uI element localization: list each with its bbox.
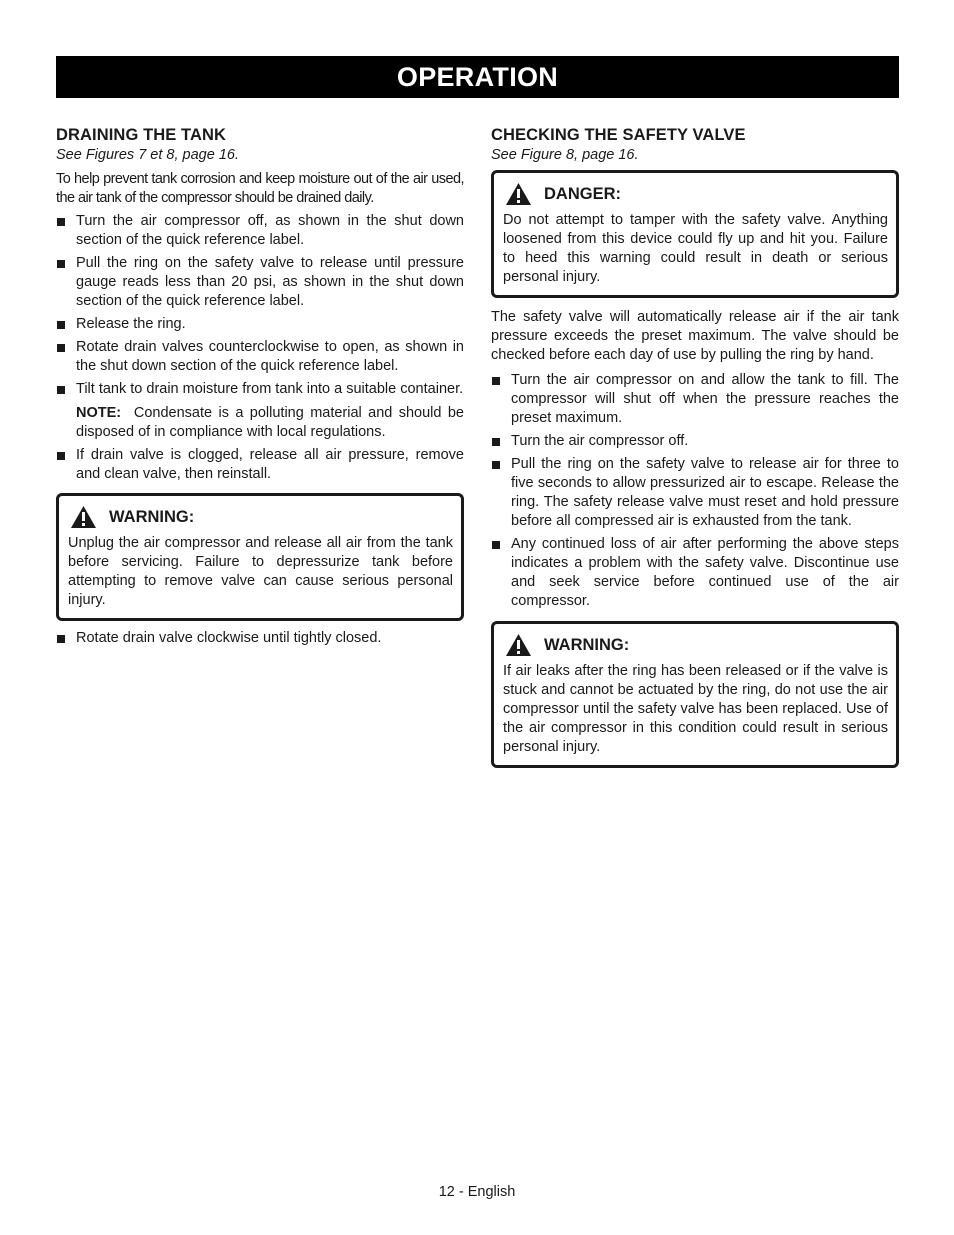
note-text: Condensate is a polluting material and should be disposed of in compliance with local regulations. bbox=[76, 405, 464, 440]
bullet-square-icon bbox=[492, 438, 500, 446]
danger-box bbox=[491, 170, 899, 298]
list-item: Rotate drain valves counterclockwise to open, as shown in the shut down section of the quick reference label. bbox=[56, 338, 464, 376]
bullet-square-icon bbox=[492, 461, 500, 469]
section-banner: OPERATION bbox=[56, 56, 899, 98]
warning-text: If air leaks after the ring has been released or if the valve is stuck and cannot be actuated by the ring, do not use the air compressor until the safety valve has been replaced. Use of the air compressor in this condition could result in serious personal injury. bbox=[503, 663, 888, 755]
left-column bbox=[56, 124, 464, 648]
bullet-square-icon bbox=[57, 452, 65, 460]
figure-reference: See Figures 7 et 8, page 16. bbox=[56, 147, 239, 163]
danger-title: DANGER: bbox=[544, 184, 621, 203]
danger-text: Do not attempt to tamper with the safety valve. Anything loosened from this device could fly up and hit you. Failure to heed this warning could result in death or serious personal injury. bbox=[503, 212, 888, 285]
final-step-list bbox=[56, 629, 464, 648]
bullet-square-icon bbox=[57, 386, 65, 394]
warning-header bbox=[68, 504, 453, 530]
safety-valve-steps-list bbox=[491, 371, 899, 611]
warning-triangle-icon bbox=[70, 505, 97, 529]
list-item: Turn the air compressor off, as shown in the shut down section of the quick reference label. bbox=[56, 212, 464, 250]
bullet-square-icon bbox=[57, 635, 65, 643]
note-label: NOTE: bbox=[76, 405, 122, 421]
bullet-square-icon bbox=[57, 321, 65, 329]
bullet-square-icon bbox=[492, 541, 500, 549]
warning-title: WARNING: bbox=[109, 507, 195, 526]
danger-header bbox=[503, 181, 888, 207]
page-number: 12 - English bbox=[438, 1184, 516, 1200]
intro-paragraph: To help prevent tank corrosion and keep moisture out of the air used, the air tank of the compressor should be drained daily. bbox=[56, 171, 464, 206]
draining-steps-list-continued bbox=[56, 446, 464, 484]
warning-triangle-icon bbox=[505, 633, 532, 657]
section-heading-draining: DRAINING THE TANK bbox=[56, 126, 227, 144]
warning-box bbox=[491, 621, 899, 768]
draining-steps-list bbox=[56, 212, 464, 399]
intro-paragraph: The safety valve will automatically release air if the air tank pressure exceeds the preset maximum. The valve should be checked before each day of use by pulling the ring by hand. bbox=[491, 309, 899, 363]
bullet-square-icon bbox=[57, 344, 65, 352]
list-item: Pull the ring on the safety valve to release until pressure gauge reads less than 20 psi, as shown in the shut down section of the quick reference label. bbox=[56, 254, 464, 311]
note-paragraph bbox=[56, 404, 464, 442]
list-item: Tilt tank to drain moisture from tank into a suitable container. bbox=[56, 380, 464, 399]
bullet-square-icon bbox=[492, 377, 500, 385]
list-item: Rotate drain valve clockwise until tightly closed. bbox=[56, 629, 464, 648]
warning-title: WARNING: bbox=[544, 635, 630, 654]
bullet-square-icon bbox=[57, 260, 65, 268]
list-item: If drain valve is clogged, release all air pressure, remove and clean valve, then reinstall. bbox=[56, 446, 464, 484]
list-item: Turn the air compressor off. bbox=[491, 432, 899, 451]
list-item: Any continued loss of air after performing the above steps indicates a problem with the safety valve. Discontinue use and seek service before continued use of the air compressor. bbox=[491, 535, 899, 611]
warning-header bbox=[503, 632, 888, 658]
figure-reference: See Figure 8, page 16. bbox=[491, 147, 639, 163]
right-column bbox=[491, 124, 899, 768]
warning-box bbox=[56, 493, 464, 621]
warning-text: Unplug the air compressor and release all air from the tank before servicing. Failure to depressurize tank before attempting to remove valve can cause serious personal injury. bbox=[68, 535, 453, 608]
bullet-square-icon bbox=[57, 218, 65, 226]
list-item: Turn the air compressor on and allow the tank to fill. The compressor will shut off when the pressure reaches the preset maximum. bbox=[491, 371, 899, 428]
section-heading-safety-valve: CHECKING THE SAFETY VALVE bbox=[491, 126, 746, 144]
list-item: Release the ring. bbox=[56, 315, 464, 334]
warning-triangle-icon bbox=[505, 182, 532, 206]
list-item: Pull the ring on the safety valve to release air for three to five seconds to allow pressurized air to escape. Release the ring. The safety release valve must reset and hold pressure before all compressed air is exhausted from the tank. bbox=[491, 455, 899, 531]
